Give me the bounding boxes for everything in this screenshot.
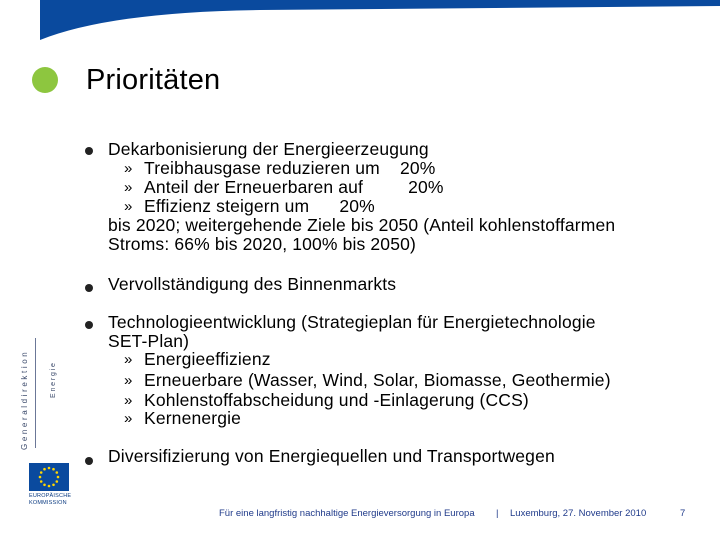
header-band	[0, 0, 720, 60]
chevron-icon: »	[124, 392, 133, 409]
bullet-heading: Technologieentwicklung (Strategieplan für Energietechnologie	[108, 312, 596, 332]
chevron-icon: »	[124, 198, 133, 215]
org-sub-vertical: Energie	[50, 361, 57, 398]
eu-label-line1: EUROPÄISCHE	[29, 493, 72, 499]
bullet-heading: Dekarbonisierung der Energieerzeugung	[108, 139, 429, 159]
slide-title: Prioritäten	[86, 64, 221, 96]
chevron-icon: »	[124, 160, 133, 177]
footer-right-text: Luxemburg, 27. November 2010	[510, 508, 647, 519]
sub-item: Effizienz steigern um 20%	[144, 196, 375, 216]
sub-item: Anteil der Erneuerbaren auf 20%	[144, 177, 444, 197]
bullet-continuation: Stroms: 66% bis 2020, 100% bis 2050)	[108, 234, 416, 254]
sub-item: Treibhausgase reduzieren um 20%	[144, 158, 436, 178]
bullet-heading: Vervollständigung des Binnenmarkts	[108, 274, 397, 294]
sub-item: Erneuerbare (Wasser, Wind, Solar, Biomasse, Geothermie)	[144, 370, 611, 390]
title-bullet-dot	[32, 67, 58, 93]
chevron-icon: »	[124, 179, 133, 196]
side-divider	[35, 338, 36, 448]
bullet-heading: Diversifizierung von Energiequellen und Transportwegen	[108, 446, 555, 466]
page-number: 7	[680, 508, 686, 519]
bullet-heading-continuation: SET-Plan)	[108, 331, 190, 351]
org-name-vertical: Generaldirektion	[20, 349, 29, 450]
sub-item: Kohlenstoffabscheidung und -Einlagerung (CCS)	[144, 390, 529, 410]
bullet-dot	[85, 284, 93, 292]
chevron-icon: »	[124, 372, 133, 389]
bullet-dot	[85, 147, 93, 155]
chevron-icon: »	[124, 351, 133, 368]
eu-commission-label	[29, 493, 71, 507]
footer-separator: |	[496, 508, 499, 519]
sub-item: Kernenergie	[144, 408, 241, 428]
sub-item: Energieeffizienz	[144, 349, 271, 369]
footer-left-text: Für eine langfristig nachhaltige Energieversorgung in Europa	[219, 508, 475, 519]
bullet-continuation: bis 2020; weitergehende Ziele bis 2050 (Anteil kohlenstoffarmen	[108, 215, 616, 235]
eu-flag-logo	[29, 463, 69, 491]
bullet-dot	[85, 321, 93, 329]
chevron-icon: »	[124, 410, 133, 427]
bullet-dot	[85, 457, 93, 465]
eu-label-line2: KOMMISSION	[29, 500, 67, 506]
